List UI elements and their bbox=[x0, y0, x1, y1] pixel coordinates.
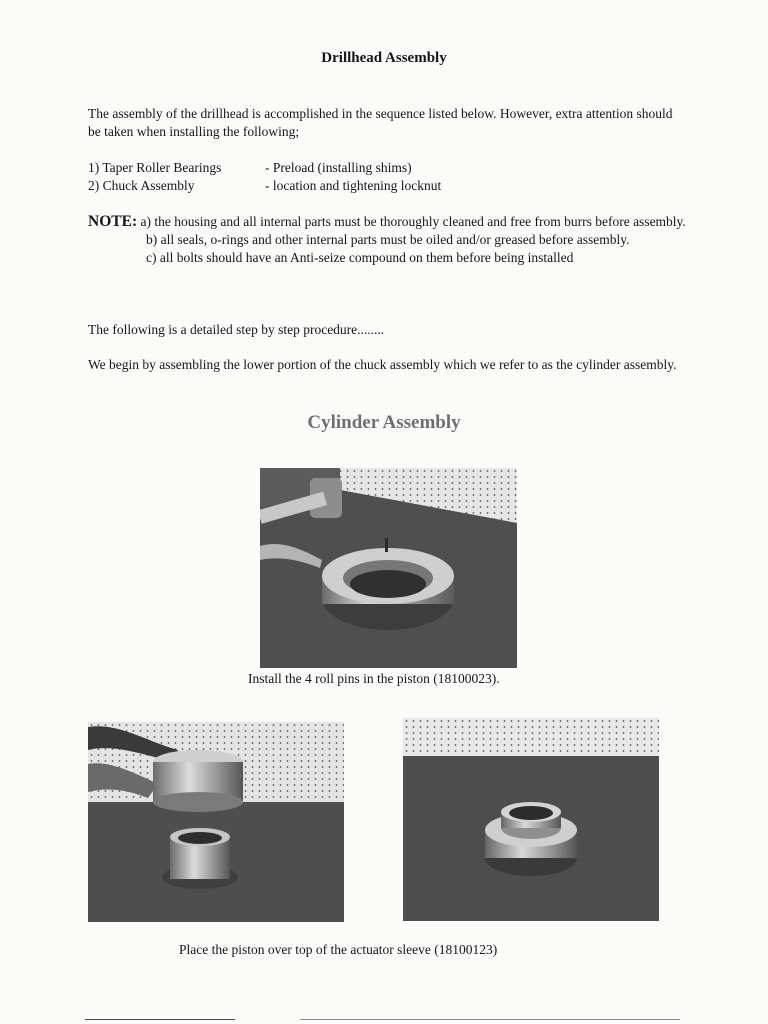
note-item-c: c) all bolts should have an Anti-seize compound on them before being installed bbox=[146, 250, 574, 265]
roll-pins-photo bbox=[260, 468, 517, 668]
page-rule bbox=[300, 1019, 680, 1020]
attention-item bbox=[88, 159, 412, 177]
piston-lift-photo bbox=[88, 722, 344, 922]
attention-item-label: 2) Chuck Assembly bbox=[88, 178, 195, 193]
note-item-b: b) all seals, o-rings and other internal parts must be oiled and/or greased before assembly. bbox=[146, 232, 630, 247]
attention-list bbox=[88, 159, 442, 195]
intro-paragraph: The assembly of the drillhead is accomplished in the sequence listed below. However, extra attention should be taken when installing the following; bbox=[88, 106, 673, 139]
roll-pins-caption: Install the 4 roll pins in the piston (18100023). bbox=[248, 671, 500, 686]
note-label: NOTE bbox=[88, 213, 132, 230]
section-heading: Cylinder Assembly bbox=[307, 412, 461, 433]
note-block bbox=[88, 213, 693, 267]
attention-item-detail: - location and tightening locknut bbox=[265, 178, 442, 193]
piston-sleeve-caption: Place the piston over top of the actuator sleeve (18100123) bbox=[179, 942, 498, 957]
page-title: Drillhead Assembly bbox=[321, 50, 447, 66]
attention-item bbox=[88, 177, 442, 195]
cylinder-intro: We begin by assembling the lower portion of the chuck assembly which we refer to as the cylinder assembly. bbox=[88, 357, 677, 372]
piston-seated-photo bbox=[403, 718, 659, 921]
note-item-a: NOTE: a) the housing and all internal parts must be thoroughly cleaned and free from burrs before assembly. bbox=[88, 213, 686, 230]
attention-item-label: 1) Taper Roller Bearings bbox=[88, 160, 222, 175]
procedure-intro: The following is a detailed step by step procedure........ bbox=[88, 322, 385, 337]
page-rule bbox=[85, 1019, 235, 1020]
attention-item-detail: - Preload (installing shims) bbox=[265, 160, 412, 175]
note-item-a-text: a) the housing and all internal parts must be thoroughly cleaned and free from burrs before assembly. bbox=[140, 214, 686, 229]
